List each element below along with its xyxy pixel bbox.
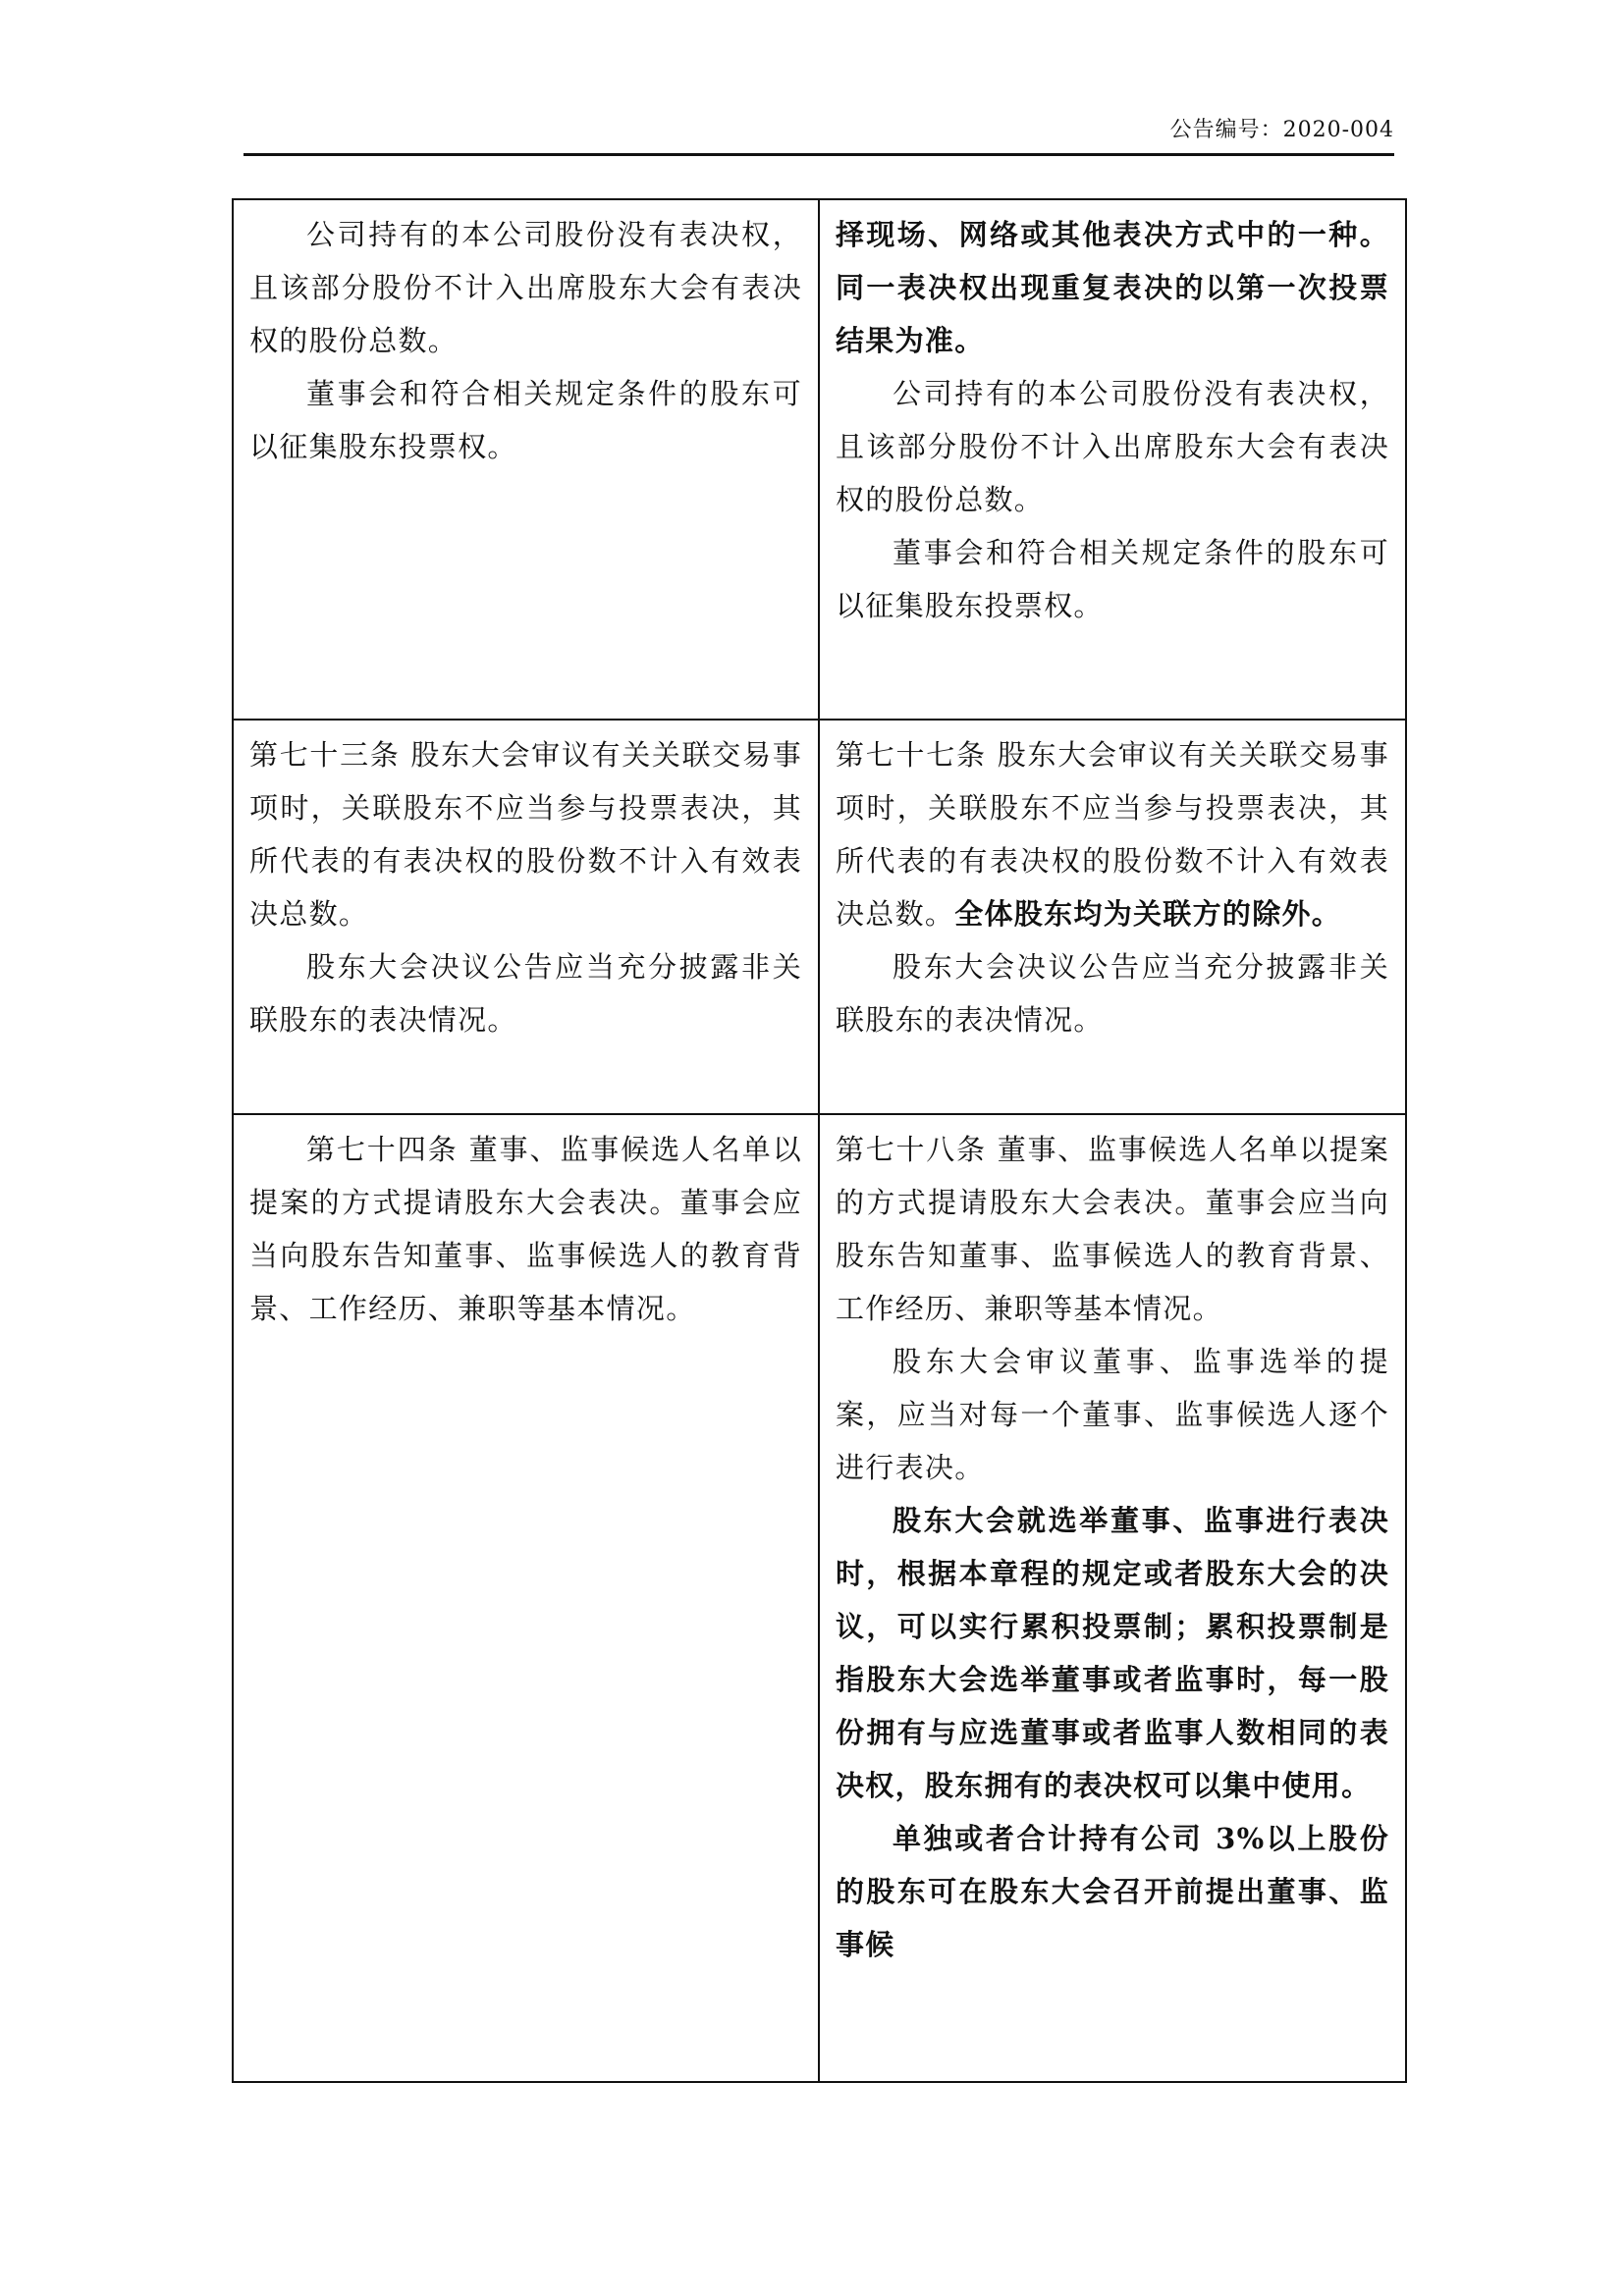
announcement-number: 公告编号：2020-004 (1169, 118, 1394, 142)
paragraph-text: 第七十七条 股东大会审议有关关联交易事项时，关联股东不应当参与投票表决，其所代表的有表决权的股份数不计入有效表决总数。 (836, 738, 1389, 931)
original-article-cell (233, 199, 819, 720)
original-article-cell (233, 720, 819, 1114)
revised-article-cell (819, 1114, 1406, 2082)
paragraph: 股东大会决议公告应当充分披露非关联股东的表决情况。 (249, 950, 802, 1037)
table-row (233, 720, 1406, 1114)
paragraph: 股东大会决议公告应当充分披露非关联股东的表决情况。 (836, 950, 1389, 1037)
articles-comparison-table (232, 198, 1407, 2083)
paragraph: 董事会和符合相关规定条件的股东可以征集股东投票权。 (249, 377, 802, 463)
paragraph (836, 728, 1389, 940)
paragraph: 公司持有的本公司股份没有表决权，且该部分股份不计入出席股东大会有表决权的股份总数。 (836, 377, 1389, 516)
paragraph: 第七十三条 股东大会审议有关关联交易事项时，关联股东不应当参与投票表决，其所代表的有表决权的股份数不计入有效表决总数。 (249, 738, 802, 931)
added-text: 全体股东均为关联方的除外。 (954, 897, 1342, 931)
paragraph: 单独或者合计持有公司 3%以上股份的股东可在股东大会召开前提出董事、监事候 (836, 1822, 1389, 1961)
paragraph: 股东大会就选举董事、监事进行表决时，根据本章程的规定或者股东大会的决议，可以实行累积投票制；累积投票制是指股东大会选举董事或者监事时，每一股份拥有与应选董事或者监事人数相同的表决权，股东拥有的表决权可以集中使用。 (836, 1504, 1389, 1802)
paragraph: 股东大会审议董事、监事选举的提案，应当对每一个董事、监事候选人逐个进行表决。 (836, 1345, 1389, 1484)
revised-article-cell (819, 720, 1406, 1114)
paragraph: 第七十八条 董事、监事候选人名单以提案的方式提请股东大会表决。董事会应当向股东告知董事、监事候选人的教育背景、工作经历、兼职等基本情况。 (836, 1133, 1389, 1325)
paragraph: 第七十四条 董事、监事候选人名单以提案的方式提请股东大会表决。董事会应当向股东告知董事、监事候选人的教育背景、工作经历、兼职等基本情况。 (249, 1133, 802, 1325)
page-header (244, 116, 1394, 156)
revised-article-cell (819, 199, 1406, 720)
table-row (233, 1114, 1406, 2082)
original-article-cell (233, 1114, 819, 2082)
table-row (233, 199, 1406, 720)
paragraph: 择现场、网络或其他表决方式中的一种。同一表决权出现重复表决的以第一次投票结果为准。 (836, 218, 1389, 357)
paragraph: 董事会和符合相关规定条件的股东可以征集股东投票权。 (836, 536, 1389, 622)
paragraph: 公司持有的本公司股份没有表决权，且该部分股份不计入出席股东大会有表决权的股份总数。 (249, 218, 802, 357)
